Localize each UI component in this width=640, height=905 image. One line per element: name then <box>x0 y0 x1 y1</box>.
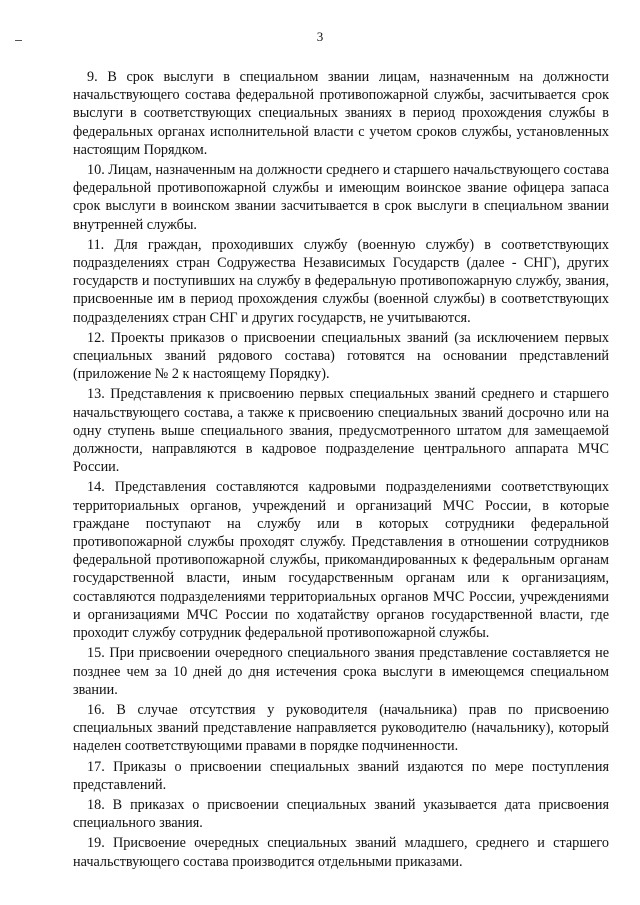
paragraph-15: 15. При присвоении очередного специального звания представление составляется не позднее чем за 10 дней до дня истечения срока выслуги в имеющемся специальном звании. <box>73 645 609 698</box>
paragraph-14: 14. Представления составляются кадровыми подразделениями соответствующих территориальных органов, учреждений и организаций МЧС России, в которые граждане поступают на службу или в которых сотрудники федеральной противопожарной службы проходят службу. Представления в отношении сотрудников федеральной противопожарной службы, прикомандированных к федеральным органам государственной власти, иным государственным органам или к организациям, составляются подразделениями территориальных органов МЧС России, учреждениями и организациями МЧС России по ходатайству органов государственной власти, где проходит службу сотрудник федеральной противопожарной службы. <box>73 479 609 642</box>
paragraph-19: 19. Присвоение очередных специальных званий младшего, среднего и старшего начальствующего состава производится отдельными приказами. <box>73 835 609 870</box>
paragraph-9: 9. В срок выслуги в специальном звании лицам, назначенным на должности начальствующего состава федеральной противопожарной службы, засчитывается срок выслуги в соответствующих специальных званиях в период прохождения службы в федеральных органах исполнительной власти с учетом сроков службы, установленных настоящим Порядком. <box>73 69 609 158</box>
paragraph-17: 17. Приказы о присвоении специальных званий издаются по мере поступления представлений. <box>73 758 609 793</box>
paragraph-10: 10. Лицам, назначенным на должности среднего и старшего начальствующего состава федеральной противопожарной службы и имеющим воинское звание офицера запаса срок выслуги в воинском звании засчитывается в срок выслуги в специальном звании внутренней службы. <box>73 162 609 233</box>
paragraph-13: 13. Представления к присвоению первых специальных званий среднего и старшего начальствующего состава, а также к присвоению специальных званий досрочно или на одну ступень выше специального звания, предусмотренного штатом для замещаемой должности, направляются в кадровое подразделение центрального аппарата МЧС России. <box>73 386 609 476</box>
page-number: 3 <box>316 29 324 44</box>
paragraph-11: 11. Для граждан, проходивших службу (военную службу) в соответствующих подразделениях стран Содружества Независимых Государств (далее - СНГ), других государств и поступивших на службу в федеральную противопожарную службу, звания, присвоенные им в период прохождения службы (военной службы) в соответствующих подразделениях стран СНГ и других государств, не учитываются. <box>73 236 609 326</box>
paragraph-18: 18. В приказах о присвоении специальных званий указывается дата присвоения специального звания. <box>73 796 609 832</box>
document-body <box>73 68 609 873</box>
paragraph-12: 12. Проекты приказов о присвоении специальных званий (за исключением первых специальных званий рядового состава) готовятся на основании представлений (приложение № 2 к настоящему Порядку). <box>73 329 609 383</box>
paragraph-16: 16. В случае отсутствия у руководителя (начальника) прав по присвоению специальных званий представление направляется руководителю (начальнику), который наделен соответствующими правами в порядке подчиненности. <box>73 701 609 755</box>
